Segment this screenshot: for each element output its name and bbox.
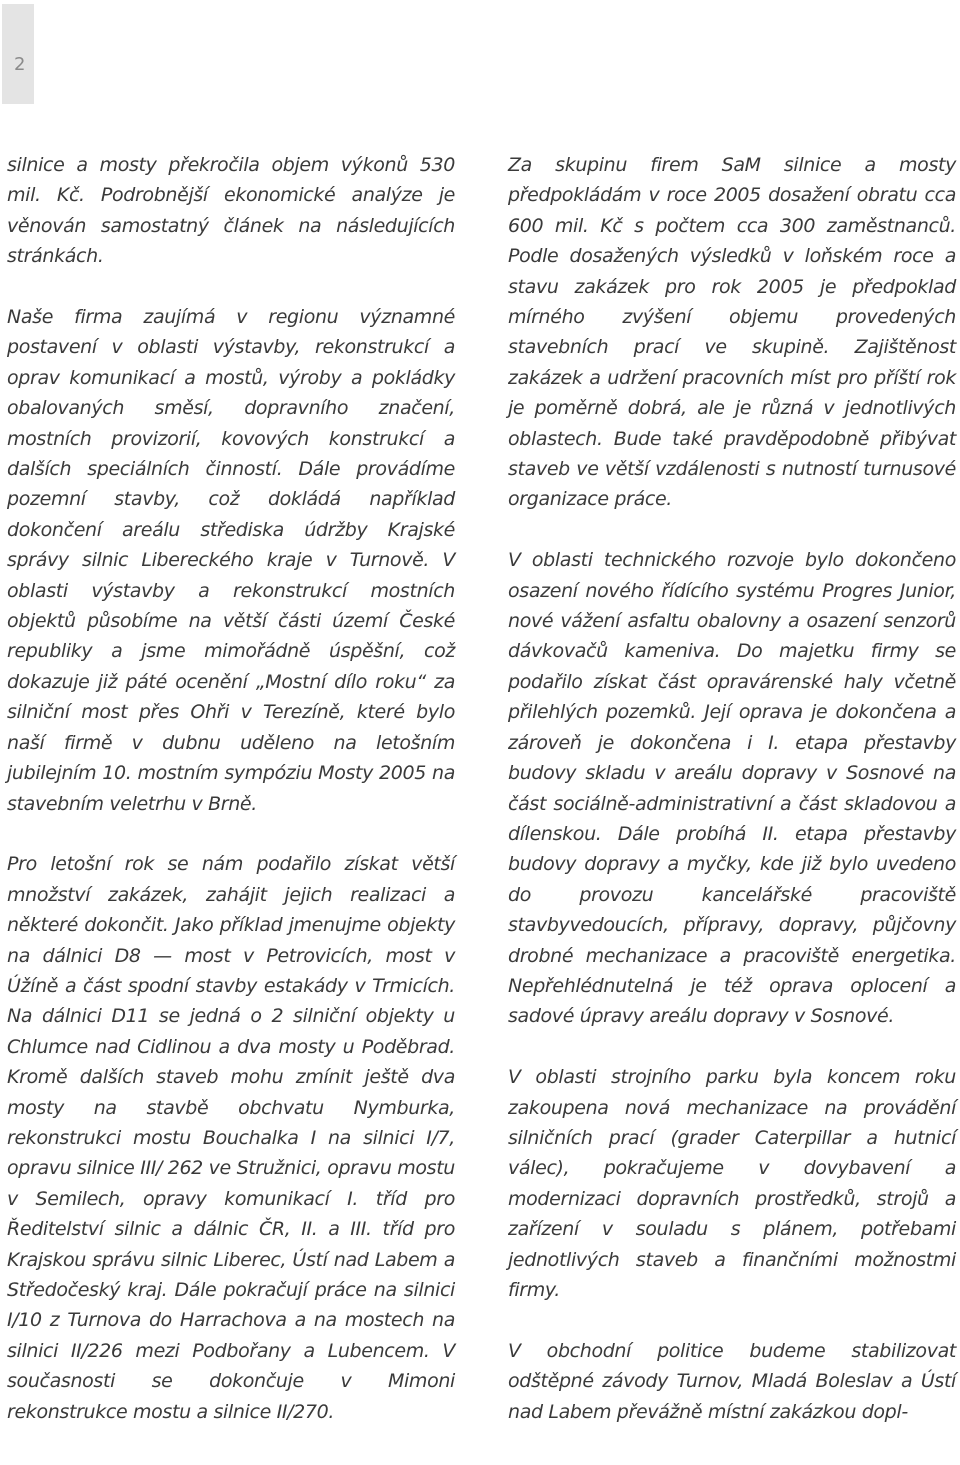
- paragraph: Pro letošní rok se nám podařilo získat větší množství zakázek, zahájit jejich realizaci a některé dokončit. Jako příklad jmenujme objekty na dálnici D8 — most v Petrovicích, most v Úžíně a část spodní stavby estakády v Trmicích. Na dálnici D11 se jedná o 2 silniční objekty u Chlumce nad Cidlinou a dva mosty u Poděbrad. Kromě dalších staveb mohu zmínit ještě dva mosty na stavbě obchvatu Nymburka, rekonstrukci mostu Bouchalka I na silnici I/7, opravu silnice III/ 262 ve Stružnici, opravu mostu v Semilech, opravy komunikací I. tříd pro Ředitelství silnic a dálnic ČR, II. a III. tříd pro Krajskou správu silnic Liberec, Ústí nad Labem a Středočeský kraj. Dále pokračují práce na silnici I/10 z Turnova do Harrachova a na mostech na silnici II/226 mezi Podbořany a Lubencem. V současnosti se dokončuje v Mimoni rekonstrukce mostu a silnice II/270.: [7, 853, 455, 1423]
- paragraph: silnice a mosty překročila objem výkonů 530 mil. Kč. Podrobnější ekonomické analýze je věnován samostatný článek na následujících stránkách.: [7, 154, 455, 268]
- paragraph: V obchodní politice budeme stabilizovat odštěpné závody Turnov, Mladá Boleslav a Ústí nad Labem převážně místní zakázkou dopl-: [508, 1339, 956, 1423]
- paragraph: V oblasti strojního parku byla koncem roku zakoupena nová mechanizace na provádění silničních prací (grader Caterpillar a hutnicí válec), pokračujeme v dovybavení a modernizaci dopravních prostředků, strojů a zařízení v souladu s plánem, potřebami jednotlivých staveb a finančními možnostmi firmy.: [508, 1066, 956, 1301]
- paragraph: Za skupinu firem SaM silnice a mosty předpokládám v roce 2005 dosažení obratu cca 600 mil. Kč s počtem cca 300 zaměstnanců. Podle dosažených výsledků v loňském roce a stavu zakázek pro rok 2005 je předpoklad mírného zvýšení objemu provedených stavebních prací ve skupině. Zajištěnost zakázek a udržení pracovních míst pro příští rok je poměrně dobrá, ale je různá v jednotlivých oblastech. Bude také pravděpodobně přibývat staveb ve větší vzdálenosti s nutností turnusové organizace práce.: [508, 154, 956, 511]
- paragraph: Naše firma zaujímá v regionu významné postavení v oblasti výstavby, rekonstrukcí a oprav komunikací a mostů, výroby a pokládky obalovaných směsí, dopravního značení, mostních provizorií, kovových konstrukcí a dalších speciálních činností. Dále provádíme pozemní stavby, což dokládá například dokončení areálu střediska údržby Krajské správy silnic Libereckého kraje v Turnově. V oblasti výstavby a rekonstrukcí mostních objektů působíme na větší části území České republiky a jsme mimořádně úspěšní, což dokazuje již páté ocenění „Mostní dílo roku“ za silniční most přes Ohři v Terezíně, které bylo naší firmě v dubnu uděleno na letošním jubilejním 10. mostním sympóziu Mosty 2005 na stavebním veletrhu v Brně.: [7, 306, 455, 815]
- page-number-tab: [2, 4, 34, 104]
- page-number: 2: [14, 54, 26, 75]
- right-column: [508, 150, 956, 1457]
- left-column: [7, 150, 455, 1457]
- paragraph: V oblasti technického rozvoje bylo dokončeno osazení nového řídícího systému Progres Junior, nové vážení asfaltu obalovny a osazení senzorů dávkovačů kameniva. Do majetku firmy se podařilo získat část opravárenské haly včetně přilehlých pozemků. Její oprava je dokončena a zároveň je dokončena i I. etapa přestavby budovy skladu v areálu dopravy v Sosnové na část sociálně-administrativní a část skladovou a dílenskou. Dále probíhá II. etapa přestavby budovy dopravy a myčky, kde již bylo uvedeno do provozu kancelářské pracoviště stavbyvedoucích, přípravy, dopravy, půjčovny drobné mechanizace a pracoviště energetika. Nepřehlédnutelná je též oprava oplocení a sadové úpravy areálu dopravy v Sosnové.: [508, 549, 956, 1028]
